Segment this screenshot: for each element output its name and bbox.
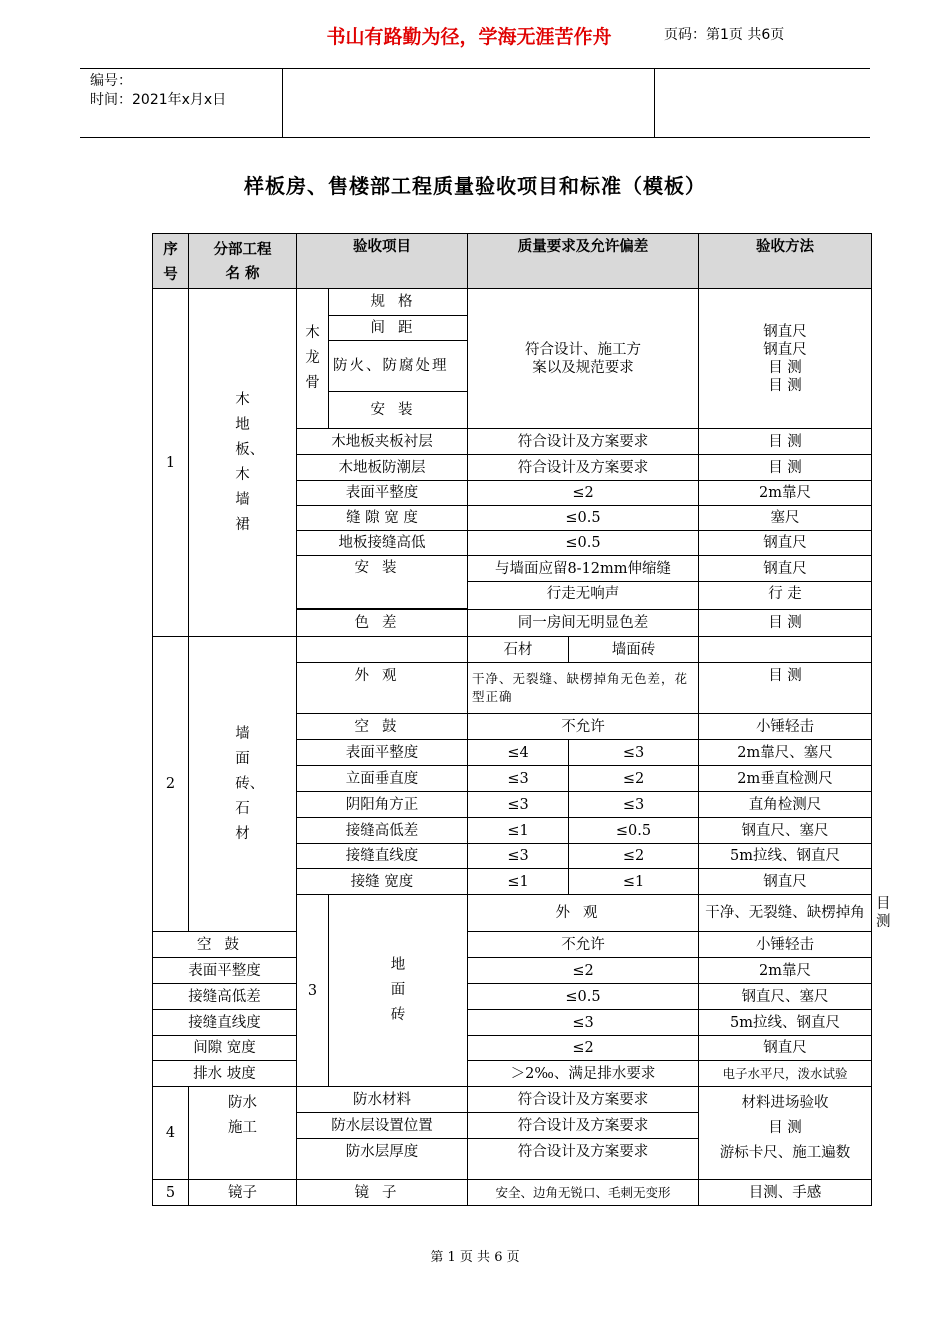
method-cell: 2m靠尺、塞尺 [699, 740, 872, 766]
requirement-cell: ≤2 [468, 481, 699, 506]
seq-cell: 2 [153, 637, 189, 932]
method-cell: 目 测 [699, 663, 872, 714]
method-cell: 钢直尺 钢直尺 目 测 目 测 [699, 289, 872, 429]
requirement-cell: 同一房间无明显色差 [468, 610, 699, 637]
tile-cell: ≤3 [569, 792, 699, 818]
method-cell: 材料进场验收 目 测 游标卡尺、施工遍数 [699, 1087, 872, 1180]
method-cell: 2m垂直检测尺 [699, 766, 872, 792]
item-cell: 色差 [297, 610, 468, 637]
table-header-row [153, 234, 872, 289]
header-category: 分部工程名 称 [189, 234, 297, 289]
requirement-cell: ≤2 [468, 1036, 699, 1061]
method-cell: 小锤轻击 [699, 714, 872, 740]
item-cell: 规格 [329, 289, 468, 316]
requirement-cell: 符合设计及方案要求 [468, 1113, 699, 1139]
item-cell: 表面平整度 [297, 481, 468, 506]
table-row [153, 637, 872, 663]
empty-cell [297, 637, 468, 663]
category-cell: 防水施工 [189, 1087, 297, 1180]
item-cell: 外观 [297, 663, 468, 714]
requirement-cell: 符合设计、施工方案以及规范要求 [468, 289, 699, 429]
item-cell: 接缝直线度 [153, 1010, 297, 1036]
stone-cell: ≤1 [468, 818, 569, 844]
method-cell: 钢直尺 [699, 869, 872, 895]
header-requirement: 质量要求及允许偏差 [468, 234, 699, 289]
table-row [153, 1061, 872, 1087]
requirement-cell: 符合设计及方案要求 [468, 1087, 699, 1113]
header-seq: 序号 [153, 234, 189, 289]
item-cell: 接缝高低差 [297, 818, 468, 844]
keel-label: 木龙骨 [297, 289, 329, 429]
method-cell: 塞尺 [699, 506, 872, 531]
requirement-cell: ≤0.5 [468, 506, 699, 531]
method-cell: 2m靠尺 [699, 958, 872, 984]
method-cell: 目 测 [699, 610, 872, 637]
category-cell: 木地板、木墙裙 [189, 289, 297, 637]
item-cell: 空鼓 [297, 714, 468, 740]
requirement-cell: ≤2 [468, 958, 699, 984]
inspection-table [152, 233, 891, 1206]
requirement-cell: ≤0.5 [468, 984, 699, 1010]
item-cell: 防水层厚度 [297, 1139, 468, 1180]
item-cell: 镜子 [297, 1180, 468, 1206]
header-time: 时间：2021年x月x日 [90, 92, 227, 108]
table-row: 3 地面砖 外观 干净、无裂缝、缺楞掉角 目 测 [153, 895, 872, 932]
stone-cell: ≤3 [468, 766, 569, 792]
item-cell: 间距 [329, 316, 468, 341]
method-cell: 钢直尺、塞尺 [699, 818, 872, 844]
table-row [153, 932, 872, 958]
item-cell: 表面平整度 [297, 740, 468, 766]
requirement-cell: 不允许 [468, 932, 699, 958]
method-cell: 目 测 [699, 455, 872, 481]
method-cell: 5m拉线、钢直尺 [699, 1010, 872, 1036]
header-number: 编号： [90, 73, 132, 89]
header-divider [654, 69, 655, 137]
page-header [80, 68, 870, 138]
document-title: 样板房、售楼部工程质量验收项目和标准（模板） [244, 174, 706, 198]
empty-cell [699, 637, 872, 663]
header-divider [282, 69, 283, 137]
method-cell: 目 测 [699, 429, 872, 455]
requirement-cell: ＞2‰、满足排水要求 [468, 1061, 699, 1087]
method-cell: 电子水平尺，泼水试验 [699, 1061, 872, 1087]
requirement-cell: 与墙面应留8-12mm伸缩缝 [468, 556, 699, 582]
item-cell: 立面垂直度 [297, 766, 468, 792]
table-row [153, 1087, 872, 1113]
seq-cell: 3 [297, 895, 329, 1087]
seq-cell: 4 [153, 1087, 189, 1180]
header-item: 验收项目 [297, 234, 468, 289]
requirement-cell: 干净、无裂缝、缺楞掉角 [699, 895, 872, 932]
seq-cell: 1 [153, 289, 189, 637]
stone-cell: ≤1 [468, 869, 569, 895]
method-cell: 直角检测尺 [699, 792, 872, 818]
tile-cell: ≤2 [569, 844, 699, 869]
method-cell: 目测、手感 [699, 1180, 872, 1206]
item-cell: 安装 [297, 556, 468, 609]
tile-cell: ≤1 [569, 869, 699, 895]
method-cell: 5m拉线、钢直尺 [699, 844, 872, 869]
subheader-stone: 石材 [468, 637, 569, 663]
table-row [153, 1180, 872, 1206]
tile-cell: ≤3 [569, 740, 699, 766]
method-cell: 小锤轻击 [699, 932, 872, 958]
item-cell: 地板接缝高低 [297, 531, 468, 556]
item-cell: 空鼓 [153, 932, 297, 958]
method-cell: 钢直尺 [699, 1036, 872, 1061]
requirement-cell: 不允许 [468, 714, 699, 740]
item-cell: 排水 坡度 [153, 1061, 297, 1087]
item-cell: 安装 [329, 392, 468, 429]
page-footer: 第 1 页 共 6 页 [430, 1250, 520, 1265]
requirement-cell: 干净、无裂缝、缺楞掉角无色差，花型正确 [468, 663, 699, 714]
item-cell: 接缝直线度 [297, 844, 468, 869]
header-page-info: 页码：第1页 共6页 [664, 27, 785, 43]
method-cell: 2m靠尺 [699, 481, 872, 506]
table-row [153, 1036, 872, 1061]
tile-cell: ≤2 [569, 766, 699, 792]
table-row [153, 289, 872, 316]
item-cell: 防水材料 [297, 1087, 468, 1113]
requirement-cell: ≤3 [468, 1010, 699, 1036]
category-cell: 镜子 [189, 1180, 297, 1206]
item-cell: 缝 隙 宽 度 [297, 506, 468, 531]
table-row [153, 984, 872, 1010]
method-cell: 行 走 [699, 582, 872, 610]
stone-cell: ≤3 [468, 844, 569, 869]
item-cell: 阴阳角方正 [297, 792, 468, 818]
requirement-cell: 行走无响声 [468, 582, 699, 610]
item-cell: 表面平整度 [153, 958, 297, 984]
item-cell: 防水层设置位置 [297, 1113, 468, 1139]
table-row [153, 958, 872, 984]
item-cell: 防火、防腐处理 [329, 341, 468, 392]
subheader-tile: 墙面砖 [569, 637, 699, 663]
requirement-cell: ≤0.5 [468, 531, 699, 556]
tile-cell: ≤0.5 [569, 818, 699, 844]
method-cell: 钢直尺 [699, 531, 872, 556]
item-cell: 间隙 宽度 [153, 1036, 297, 1061]
method-cell: 钢直尺、塞尺 [699, 984, 872, 1010]
requirement-cell: 符合设计及方案要求 [468, 455, 699, 481]
item-cell: 外观 [468, 895, 699, 932]
item-cell: 接缝 宽度 [297, 869, 468, 895]
requirement-cell: 符合设计及方案要求 [468, 429, 699, 455]
method-cell: 钢直尺 [699, 556, 872, 582]
stone-cell: ≤4 [468, 740, 569, 766]
item-cell: 木地板夹板衬层 [297, 429, 468, 455]
category-cell: 墙面砖、石材 [189, 637, 297, 932]
header-method: 验收方法 [699, 234, 872, 289]
stone-cell: ≤3 [468, 792, 569, 818]
seq-cell: 5 [153, 1180, 189, 1206]
header-motto: 书山有路勤为径，学海无涯苦作舟 [326, 26, 612, 48]
item-cell: 接缝高低差 [153, 984, 297, 1010]
requirement-cell: 安全、边角无锐口、毛刺无变形 [468, 1180, 699, 1206]
header-meta [90, 72, 226, 110]
item-cell: 木地板防潮层 [297, 455, 468, 481]
category-cell: 地面砖 [329, 895, 468, 1087]
table-row [153, 1010, 872, 1036]
requirement-cell: 符合设计及方案要求 [468, 1139, 699, 1180]
